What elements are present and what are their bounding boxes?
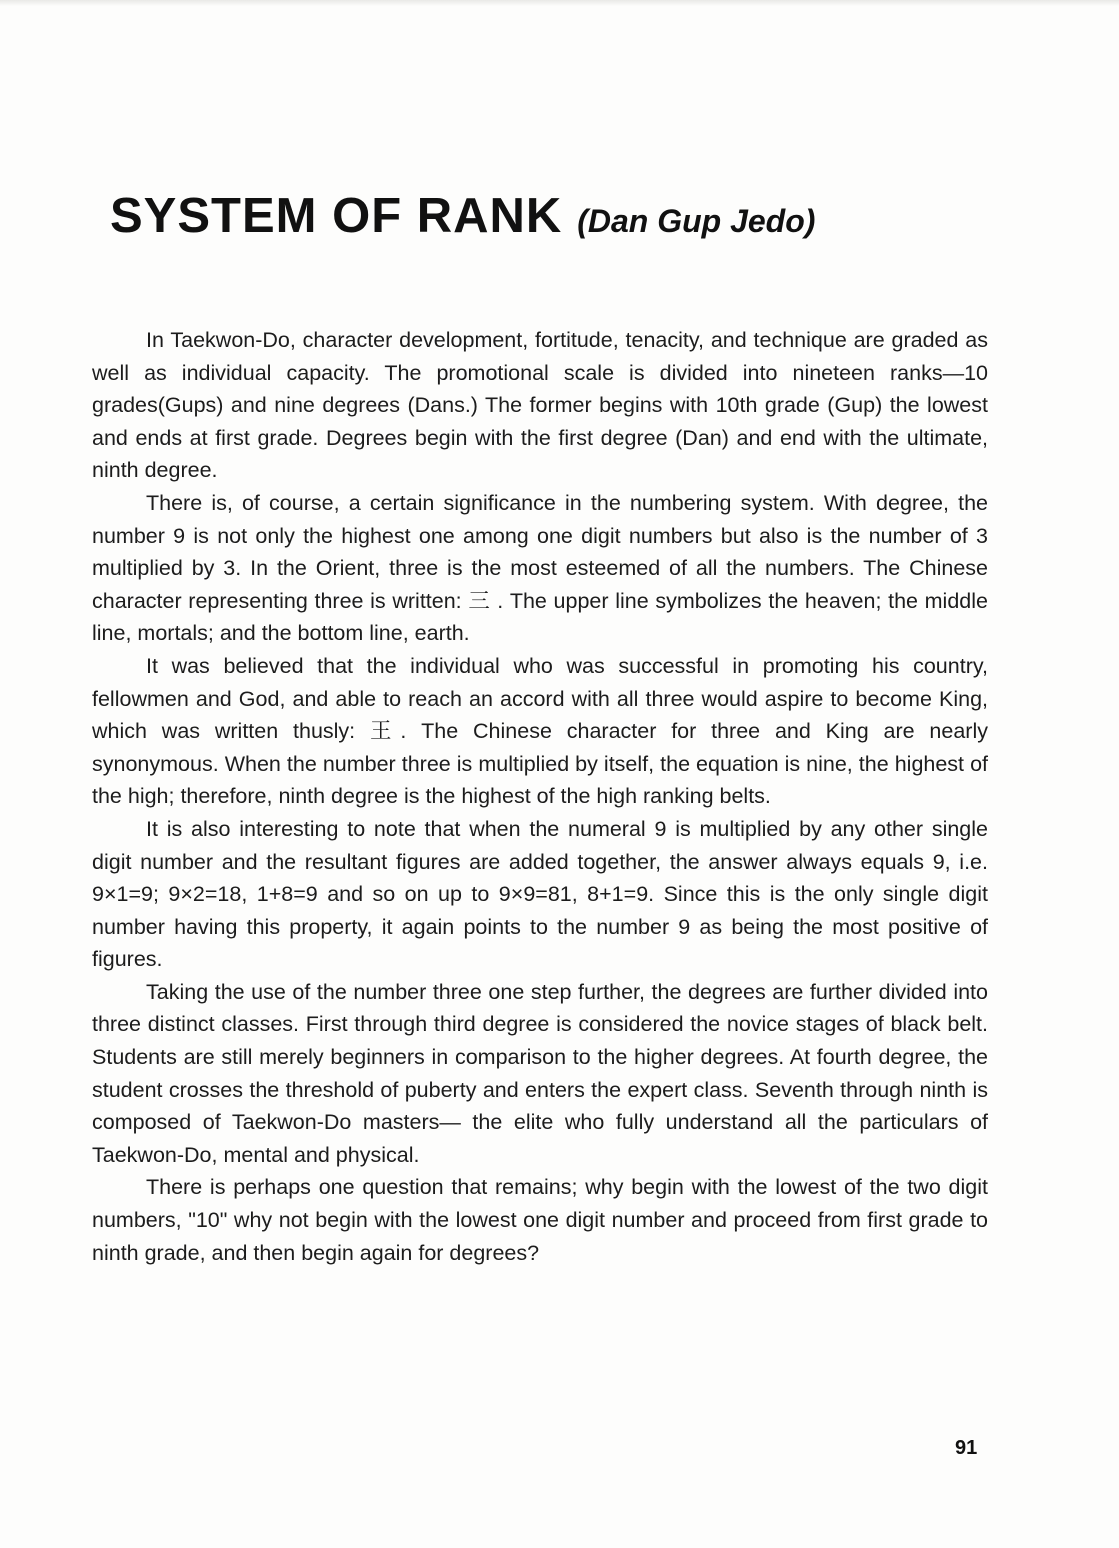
- page-title: [110, 188, 1010, 244]
- title-subtitle: (Dan Gup Jedo): [577, 203, 816, 239]
- paragraph-4: It is also interesting to note that when the numeral 9 is multiplied by any other single digit number and the resultant figures are added together, the answer always equals 9, i.e. 9×1=9; 9×2=18, 1+8=9 and so on up to 9×9=81, 8+1=9. Since this is the only single digit number having this property, it again points to the number 9 as being the most positive of figures.: [92, 816, 988, 972]
- body-text: [92, 324, 988, 1269]
- paragraph-5: Taking the use of the number three one step further, the degrees are further divided into three distinct classes. First through third degree is considered the novice stages of black belt. Students are still merely beginners in comparison to the higher degrees. At fourth degree, the student crosses the threshold of puberty and enters the expert class. Seventh through ninth is composed of Taekwon-Do masters— the elite who fully understand all the particulars of Taekwon-Do, mental and physical.: [92, 979, 988, 1167]
- paragraph-2: There is, of course, a certain significance in the numbering system. With degree, the number 9 is not only the highest one among one digit numbers but also is the number of 3 multiplied by 3. In the Orient, three is the most esteemed of all the numbers. The Chinese character representing three is written: 三 . The upper line symbolizes the heaven; the middle line, mortals; and the bottom line, earth.: [92, 490, 988, 646]
- page-number: 91: [955, 1437, 978, 1459]
- paragraph-1: In Taekwon-Do, character development, fortitude, tenacity, and technique are graded as well as individual capacity. The promotional scale is divided into nineteen ranks—10 grades(Gups) and nine degrees (Dans.) The former begins with 10th grade (Gup) the lowest and ends at first grade. Degrees begin with the first degree (Dan) and end with the ultimate, ninth degree.: [92, 328, 988, 483]
- title-main: SYSTEM OF RANK: [110, 189, 563, 243]
- paragraph-6: There is perhaps one question that remains; why begin with the lowest of the two digit numbers, "10" why not begin with the lowest one digit number and proceed from first grade to ninth grade, and then begin again for degrees?: [92, 1175, 988, 1265]
- page-top-edge: [0, 0, 1119, 6]
- paragraph-3: It was believed that the individual who was successful in promoting his country, fellowmen and God, and able to reach an accord with all three would aspire to become King, which was written thusly: 王. The Chinese character for three and King are nearly synonymous. When the number three is multiplied by itself, the equation is nine, the highest of the high; therefore, ninth degree is the highest of the high ranking belts.: [92, 653, 988, 809]
